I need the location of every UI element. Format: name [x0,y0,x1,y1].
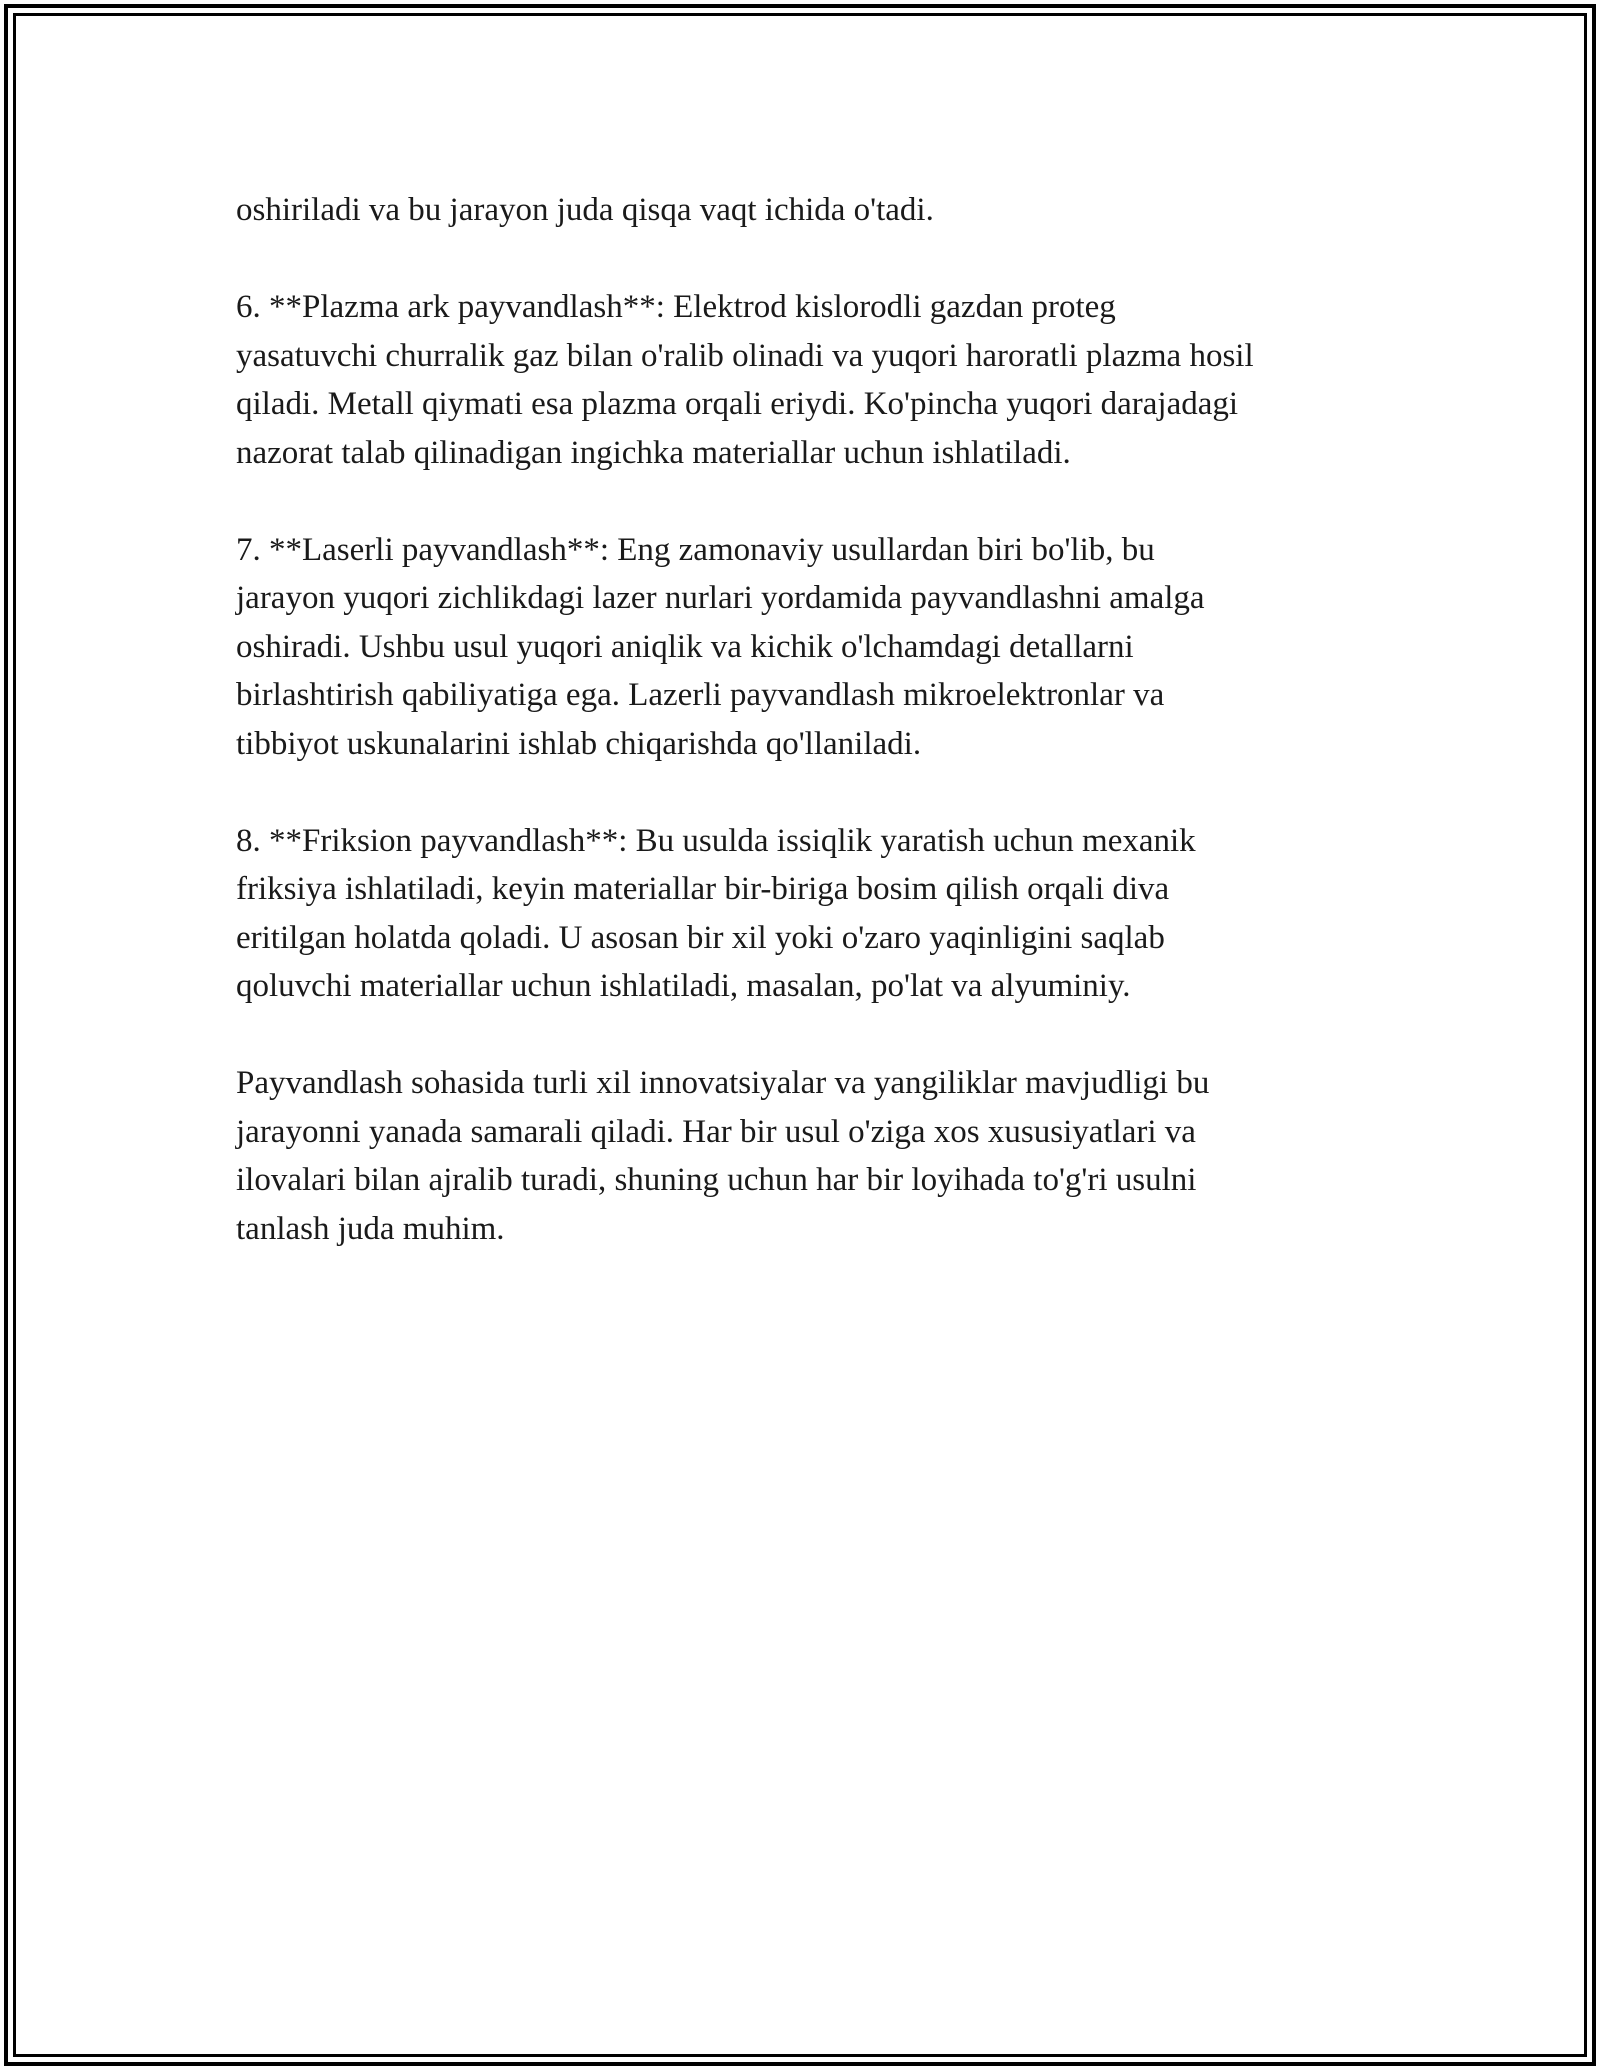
text-line: nazorat talab qilinadigan ingichka materiallar uchun ishlatiladi. [236,434,1071,471]
text-line: yasatuvchi churralik gaz bilan o'ralib olinadi va yuqori haroratli plazma hosil [236,337,1254,374]
text-line: 8. **Friksion payvandlash**: Bu usulda issiqlik yaratish uchun mexanik [236,822,1196,859]
text-line: oshiradi. Ushbu usul yuqori aniqlik va kichik o'lchamdagi detallarni [236,628,1134,665]
paragraph-friksion [236,817,1386,1011]
text-line: 7. **Laserli payvandlash**: Eng zamonaviy usullardan biri bo'lib, bu [236,531,1155,568]
paragraph-plazma-ark [236,283,1386,477]
paragraph-laserli [236,526,1386,769]
text-line: eritilgan holatda qoladi. U asosan bir xil yoki o'zaro yaqinligini saqlab [236,919,1165,956]
text-line: qiladi. Metall qiymati esa plazma orqali eriydi. Ko'pincha yuqori darajadagi [236,386,1239,422]
text-line: jarayonni yanada samarali qiladi. Har bir usul o'ziga xos xususiyatlari va [236,1113,1196,1150]
text-line: oshiriladi va bu jarayon juda qisqa vaqt ichida o'tadi. [236,192,934,228]
text-line: jarayon yuqori zichlikdagi lazer nurlari yordamida payvandlashni amalga [236,580,1205,616]
text-line: birlashtirish qabiliyatiga ega. Lazerli payvandlash mikroelektronlar va [236,677,1165,713]
paragraph-conclusion [236,1059,1386,1253]
text-line: tibbiyot uskunalarini ishlab chiqarishda qo'llaniladi. [236,725,922,762]
paragraph-continuation [236,186,1386,235]
text-line: friksiya ishlatiladi, keyin materiallar bir-biriga bosim qilish orqali diva [236,871,1170,907]
text-line: Payvandlash sohasida turli xil innovatsiyalar va yangiliklar mavjudligi bu [236,1065,1210,1101]
text-line: 6. **Plazma ark payvandlash**: Elektrod kislorodli gazdan proteg [236,289,1116,325]
text-line: qoluvchi materiallar uchun ishlatiladi, masalan, po'lat va alyuminiy. [236,968,1131,1004]
text-line: tanlash juda muhim. [236,1210,505,1247]
text-line: ilovalari bilan ajralib turadi, shuning uchun har bir loyihada to'g'ri usulni [236,1162,1197,1198]
document-body [236,186,1386,1302]
